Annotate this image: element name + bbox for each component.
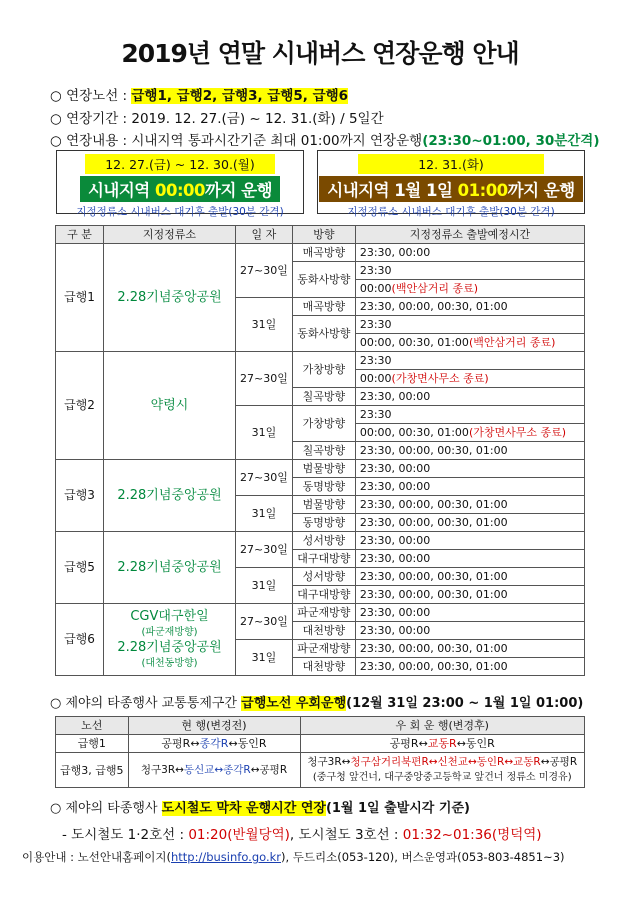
route-stop: 2.28기념중앙공원 xyxy=(104,460,236,532)
time-cell: 23:30, 00:00 xyxy=(355,388,584,406)
day-cell: 27~30일 xyxy=(236,460,293,496)
day-cell: 31일 xyxy=(236,640,293,676)
time-cell: 23:30, 00:00 xyxy=(355,478,584,496)
direction-cell: 성서방향 xyxy=(292,532,355,550)
route-name: 급행1 xyxy=(56,244,104,352)
box-dec27-30 xyxy=(56,150,304,218)
footer-contact: 이용안내 : 노선안내홈페이지(http://businfo.go.kr), 두드리소(053-120), 버스운영과(053-803-4851~3) xyxy=(22,850,565,864)
time-cell: 23:30 xyxy=(355,262,584,280)
time-cell: 23:30, 00:00, 00:30, 01:00 xyxy=(355,514,584,532)
col-header: 우 회 운 행(변경후) xyxy=(300,717,585,735)
route-name: 급행5 xyxy=(56,532,104,604)
time-cell: 00:00, 00:30, 01:00(백안삼거리 종료) xyxy=(355,334,584,352)
route-stop: 2.28기념중앙공원 xyxy=(104,532,236,604)
direction-cell: 범물방향 xyxy=(292,460,355,478)
direction-cell: 칠곡방향 xyxy=(292,388,355,406)
time-cell: 23:30, 00:00, 00:30, 01:00 xyxy=(355,298,584,316)
day-cell: 31일 xyxy=(236,298,293,352)
time-cell: 23:30, 00:00, 00:30, 01:00 xyxy=(355,640,584,658)
col-header: 일 자 xyxy=(236,226,293,244)
time-cell: 23:30, 00:00 xyxy=(355,622,584,640)
direction-cell: 매곡방향 xyxy=(292,244,355,262)
info-routes: ○ 연장노선 : 급행1, 급행2, 급행3, 급행5, 급행6 xyxy=(50,88,349,104)
route-name: 급행2 xyxy=(56,352,104,460)
col-header: 지정정류소 xyxy=(104,226,236,244)
subway-times: - 도시철도 1·2호선 : 01:20(반월당역), 도시철도 3호선 : 01:32~01:36(명덕역) xyxy=(62,827,542,843)
day-cell: 31일 xyxy=(236,406,293,460)
col-header: 지정정류소 출발예정시간 xyxy=(355,226,584,244)
routes-value: 급행1, 급행2, 급행3, 급행5, 급행6 xyxy=(131,88,349,104)
route-stop: CGV대구한일 (파군재방향) 2.28기념중앙공원 (대천동방향) xyxy=(104,604,236,676)
box-message: 시내지역 00:00까지 운행 xyxy=(80,176,280,202)
detour-heading: ○ 제야의 타종행사 교통통제구간 급행노선 우회운행(12월 31일 23:00 ~ 1월 1일 01:00) xyxy=(50,696,584,711)
time-cell: 00:00(백안삼거리 종료) xyxy=(355,280,584,298)
time-cell: 23:30, 00:00, 00:30, 01:00 xyxy=(355,658,584,676)
box-dates: 12. 27.(금) ~ 12. 30.(월) xyxy=(85,154,275,174)
detour-path: 공평R↔교동R↔동인R xyxy=(300,735,585,753)
time-cell: 23:30, 00:00, 00:30, 01:00 xyxy=(355,586,584,604)
time-cell: 23:30, 00:00 xyxy=(355,604,584,622)
time-cell: 23:30 xyxy=(355,352,584,370)
box-note: 지정정류소 시내버스 대기후 출발(30분 간격) xyxy=(76,206,284,218)
col-header: 노선 xyxy=(56,717,129,735)
info-period: ○ 연장기간 : 2019. 12. 27.(금) ~ 12. 31.(화) / 5일간 xyxy=(50,111,384,127)
info-content: ○ 연장내용 : 시내지역 통과시간기준 최대 01:00까지 연장운행(23:30~01:00, 30분간격) xyxy=(50,133,600,149)
route-name: 급행3 xyxy=(56,460,104,532)
time-cell: 23:30, 00:00 xyxy=(355,550,584,568)
direction-cell: 대천방향 xyxy=(292,658,355,676)
direction-cell: 범물방향 xyxy=(292,496,355,514)
box-dates: 12. 31.(화) xyxy=(358,154,544,174)
direction-cell: 가창방향 xyxy=(292,352,355,388)
direction-cell: 칠곡방향 xyxy=(292,442,355,460)
direction-cell: 파군재방향 xyxy=(292,604,355,622)
schedule-table xyxy=(55,225,585,676)
direction-cell: 동명방향 xyxy=(292,514,355,532)
direction-cell: 동화사방향 xyxy=(292,262,355,298)
col-header: 방향 xyxy=(292,226,355,244)
day-cell: 27~30일 xyxy=(236,532,293,568)
time-cell: 23:30, 00:00 xyxy=(355,244,584,262)
direction-cell: 성서방향 xyxy=(292,568,355,586)
col-header: 구 분 xyxy=(56,226,104,244)
direction-cell: 대천방향 xyxy=(292,622,355,640)
time-cell: 23:30, 00:00 xyxy=(355,460,584,478)
detour-table xyxy=(55,716,585,788)
time-cell: 23:30, 00:00 xyxy=(355,532,584,550)
day-cell: 31일 xyxy=(236,568,293,604)
time-cell: 23:30 xyxy=(355,316,584,334)
col-header: 현 행(변경전) xyxy=(128,717,300,735)
time-cell: 23:30, 00:00, 00:30, 01:00 xyxy=(355,496,584,514)
time-cell: 23:30, 00:00, 00:30, 01:00 xyxy=(355,568,584,586)
day-cell: 27~30일 xyxy=(236,352,293,406)
direction-cell: 매곡방향 xyxy=(292,298,355,316)
day-cell: 31일 xyxy=(236,496,293,532)
homepage-link[interactable]: http://businfo.go.kr xyxy=(170,850,281,864)
subway-heading: ○ 제야의 타종행사 도시철도 막차 운행시간 연장(1월 1일 출발시각 기준) xyxy=(50,801,470,816)
direction-cell: 대구대방향 xyxy=(292,586,355,604)
detour-route: 급행1 xyxy=(56,735,129,753)
route-stop: 2.28기념중앙공원 xyxy=(104,244,236,352)
box-message: 시내지역 1월 1일 01:00까지 운행 xyxy=(319,176,582,202)
box-dec31 xyxy=(317,150,585,218)
current-path: 청구3R↔동신교↔종각R↔공평R xyxy=(128,753,300,788)
day-cell: 27~30일 xyxy=(236,604,293,640)
time-cell: 23:30, 00:00, 00:30, 01:00 xyxy=(355,442,584,460)
page-title: 2019년 연말 시내버스 연장운행 안내 xyxy=(121,39,519,68)
detour-route: 급행3, 급행5 xyxy=(56,753,129,788)
direction-cell: 동명방향 xyxy=(292,478,355,496)
route-name: 급행6 xyxy=(56,604,104,676)
time-cell: 23:30 xyxy=(355,406,584,424)
direction-cell: 동화사방향 xyxy=(292,316,355,352)
time-cell: 00:00(가창면사무소 종료) xyxy=(355,370,584,388)
box-note: 지정정류소 시내버스 대기후 출발(30분 간격) xyxy=(347,206,555,218)
direction-cell: 가창방향 xyxy=(292,406,355,442)
direction-cell: 파군재방향 xyxy=(292,640,355,658)
direction-cell: 대구대방향 xyxy=(292,550,355,568)
day-cell: 27~30일 xyxy=(236,244,293,298)
route-stop: 약령시 xyxy=(104,352,236,460)
detour-path: 청구3R↔청구삼거리북편R↔신천교↔동인R↔교동R↔공평R (중구청 앞건너, 대구중앙중고등학교 앞건너 정류소 미경유) xyxy=(300,753,585,788)
current-path: 공평R↔종각R↔동인R xyxy=(128,735,300,753)
time-cell: 00:00, 00:30, 01:00(가창면사무소 종료) xyxy=(355,424,584,442)
